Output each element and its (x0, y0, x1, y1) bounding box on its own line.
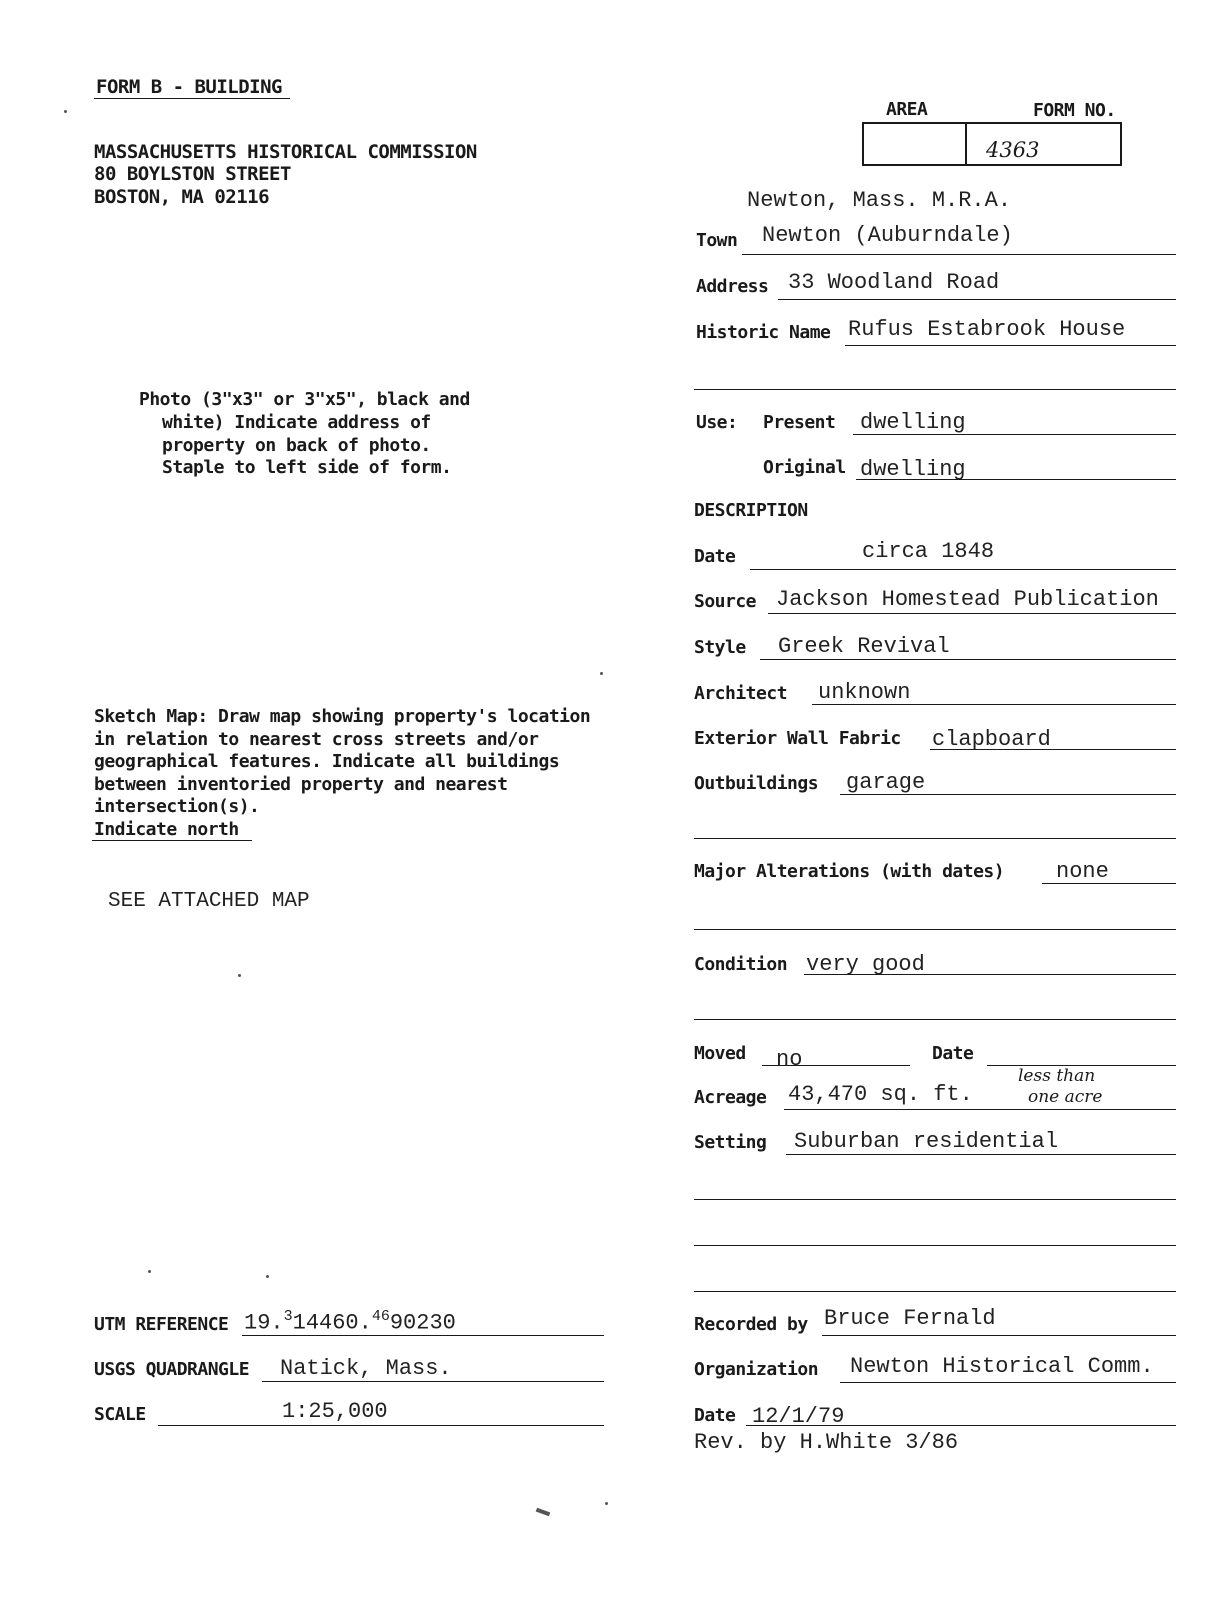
architect-line (812, 704, 1176, 705)
date-value[interactable]: circa 1848 (862, 539, 995, 564)
survey-name: Newton, Mass. M.R.A. (747, 188, 1012, 213)
utm-label: UTM REFERENCE (94, 1314, 229, 1335)
photo-instructions-4: Staple to left side of form. (162, 457, 452, 478)
scan-speck (64, 110, 67, 113)
style-line (760, 659, 1176, 660)
outbuildings-line (840, 794, 1176, 795)
wall-fabric-line (930, 749, 1176, 750)
scan-mark (536, 1508, 551, 1517)
agency-name: MASSACHUSETTS HISTORICAL COMMISSION (94, 141, 477, 163)
architect-value[interactable]: unknown (818, 680, 911, 705)
see-attached-map: SEE ATTACHED MAP (108, 890, 310, 913)
wall-fabric-value[interactable]: clapboard (932, 727, 1051, 752)
wall-fabric-label: Exterior Wall Fabric (694, 728, 901, 749)
moved-label: Moved (694, 1043, 746, 1064)
area-label: AREA (886, 99, 928, 120)
usgs-label: USGS QUADRANGLE (94, 1359, 250, 1380)
utm-zone: 19. (244, 1310, 284, 1336)
scan-speck (238, 974, 241, 977)
sketch-instructions-3: geographical features. Indicate all buildings (94, 751, 560, 772)
photo-instructions-1: Photo (3"x3" or 3"x5", black and (139, 389, 470, 410)
scan-speck (148, 1270, 151, 1273)
acreage-line (784, 1109, 1176, 1110)
historic-name-label: Historic Name (696, 322, 831, 343)
acreage-label: Acreage (694, 1087, 767, 1108)
scan-speck (600, 672, 603, 675)
address-label: Address (696, 276, 769, 297)
photo-instructions-3: property on back of photo. (162, 435, 431, 456)
acreage-value[interactable]: 43,470 sq. ft. (788, 1082, 973, 1107)
condition-value[interactable]: very good (806, 952, 925, 977)
scale-line (158, 1425, 604, 1426)
sketch-instructions-1: Sketch Map: Draw map showing property's location (94, 706, 591, 727)
present-line (853, 434, 1176, 435)
condition-label: Condition (694, 954, 788, 975)
form-title-underline (94, 98, 290, 99)
condition-line-2 (694, 1019, 1176, 1020)
moved-value[interactable]: no (776, 1047, 803, 1072)
historic-name-line (845, 345, 1176, 346)
record-date-line (746, 1425, 1176, 1426)
scan-speck (266, 1275, 269, 1278)
utm-value[interactable] (244, 1308, 456, 1335)
sketch-instructions-2: in relation to nearest cross streets and/or (94, 729, 539, 750)
indicate-north-underline (92, 840, 252, 841)
source-label: Source (694, 591, 757, 612)
setting-line-3 (694, 1245, 1176, 1246)
acreage-note-1: less than (1018, 1066, 1096, 1086)
historic-name-line-2 (694, 389, 1176, 390)
utm-northing: 90230 (389, 1310, 456, 1336)
scan-speck (605, 1502, 608, 1505)
style-label: Style (694, 637, 746, 658)
architect-label: Architect (694, 683, 788, 704)
usgs-value[interactable]: Natick, Mass. (280, 1356, 452, 1381)
setting-line (786, 1154, 1176, 1155)
source-line (768, 613, 1176, 614)
sketch-instructions-4: between inventoried property and nearest (94, 774, 508, 795)
present-value[interactable]: dwelling (860, 410, 966, 435)
revision-note: Rev. by H.White 3/86 (694, 1430, 959, 1455)
organization-value[interactable]: Newton Historical Comm. (850, 1354, 1154, 1379)
organization-label: Organization (694, 1359, 819, 1380)
id-box-divider (965, 124, 967, 164)
outbuildings-label: Outbuildings (694, 773, 819, 794)
indicate-north: Indicate north (94, 819, 239, 840)
original-line (856, 479, 1176, 480)
description-heading: DESCRIPTION (694, 500, 808, 521)
original-label: Original (763, 457, 846, 478)
moved-date-label: Date (932, 1043, 974, 1064)
setting-value[interactable]: Suburban residential (794, 1129, 1059, 1154)
organization-line (840, 1382, 1176, 1383)
acreage-note-2: one acre (1028, 1087, 1103, 1107)
setting-line-4 (694, 1291, 1176, 1292)
agency-city: BOSTON, MA 02116 (94, 186, 270, 208)
record-date-label: Date (694, 1405, 736, 1426)
original-value[interactable]: dwelling (860, 457, 966, 482)
condition-line (804, 974, 1176, 975)
style-value[interactable]: Greek Revival (778, 634, 950, 659)
recorded-by-label: Recorded by (694, 1314, 808, 1335)
outbuildings-value[interactable]: garage (846, 770, 926, 795)
form-no-label: FORM NO. (1033, 100, 1116, 121)
alterations-label: Major Alterations (with dates) (694, 861, 1005, 882)
alterations-value[interactable]: none (1056, 859, 1109, 884)
town-value[interactable]: Newton (Auburndale) (762, 223, 1013, 248)
usgs-line (262, 1381, 604, 1382)
photo-instructions-2: white) Indicate address of (162, 412, 431, 433)
source-value[interactable]: Jackson Homestead Publication (776, 587, 1159, 612)
setting-line-2 (694, 1199, 1176, 1200)
date-label: Date (694, 546, 736, 567)
date-line (750, 569, 1176, 570)
form-title: FORM B - BUILDING (96, 76, 282, 98)
scale-value[interactable]: 1:25,000 (282, 1399, 388, 1424)
alterations-line-2 (694, 929, 1176, 930)
address-value[interactable]: 33 Woodland Road (788, 270, 1000, 295)
record-date-value[interactable]: 12/1/79 (752, 1404, 845, 1429)
recorded-by-line (822, 1335, 1176, 1336)
present-label: Present (763, 412, 836, 433)
recorded-by-value[interactable]: Bruce Fernald (824, 1306, 996, 1331)
town-line (742, 254, 1176, 255)
form-no-value[interactable]: 4363 (986, 138, 1040, 162)
utm-line (242, 1335, 604, 1336)
setting-label: Setting (694, 1132, 767, 1153)
utm-sup-1: 3 (283, 1308, 293, 1325)
moved-line (762, 1065, 910, 1066)
outbuildings-line-2 (694, 838, 1176, 839)
sketch-instructions-5: intersection(s). (94, 796, 260, 817)
agency-street: 80 BOYLSTON STREET (94, 163, 291, 185)
scale-label: SCALE (94, 1404, 146, 1425)
utm-sup-2: 46 (371, 1308, 390, 1325)
utm-easting: 14460. (292, 1310, 372, 1336)
historic-name-value[interactable]: Rufus Estabrook House (848, 317, 1126, 342)
town-label: Town (696, 230, 738, 251)
address-line (778, 299, 1176, 300)
use-label: Use: (696, 412, 738, 433)
alterations-line (1042, 883, 1176, 884)
